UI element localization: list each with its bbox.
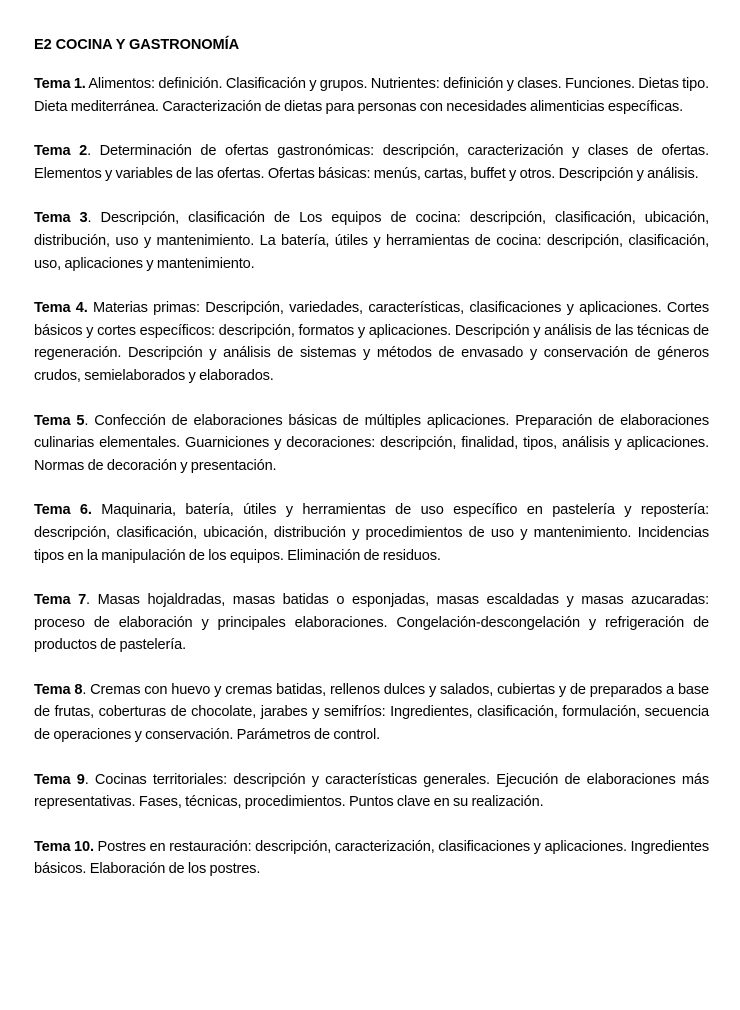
tema-6-label: Tema 6. [34, 502, 92, 519]
tema-4-label: Tema 4. [34, 300, 88, 317]
document-title: E2 COCINA Y GASTRONOMÍA [34, 37, 240, 53]
tema-6 [34, 499, 709, 567]
tema-2-label: Tema 2 [34, 143, 88, 160]
tema-1 [34, 73, 709, 118]
document-page [34, 34, 709, 903]
tema-10-label: Tema 10. [34, 838, 94, 855]
tema-7 [34, 589, 709, 657]
tema-8-label: Tema 8 [34, 681, 83, 698]
tema-9-label: Tema 9 [34, 771, 85, 788]
tema-5-text: . Confección de elaboraciones básicas de múltiples aplicaciones. Preparación de elaboraciones culinarias elementales. Guarniciones y decoraciones: descripción, finalidad, tipos, análisis y aplicaciones. Normas de decoración y presentación. [34, 412, 709, 474]
tema-4 [34, 297, 709, 387]
tema-2-text: . Determinación de ofertas gastronómicas: descripción, caracterización y clases de ofertas. Elementos y variables de las ofertas. Ofertas básicas: menús, cartas, buffet y otros. Descripción y análisis. [34, 143, 709, 182]
tema-7-label: Tema 7 [34, 592, 87, 609]
tema-3-label: Tema 3 [34, 210, 88, 227]
tema-10-text: Postres en restauración: descripción, caracterización, clasificaciones y aplicaciones. Ingredientes básicos. Elaboración de los postres. [34, 838, 710, 878]
tema-5 [34, 410, 709, 478]
tema-7-text: . Masas hojaldradas, masas batidas o esponjadas, masas escaldadas y masas azucaradas: proceso de elaboración y principales elaboraciones. Congelación-descongelación y refrigeración de productos de pastelería. [34, 592, 709, 654]
tema-8 [34, 679, 709, 747]
tema-3-text: . Descripción, clasificación de Los equipos de cocina: descripción, clasificación, ubicación, distribución, uso y mantenimiento. La batería, útiles y herramientas de cocina: descripción, clasificación, uso, aplicaciones y mantenimiento. [34, 210, 709, 272]
tema-10 [34, 836, 709, 881]
tema-3 [34, 207, 709, 275]
tema-1-label: Tema 1. [34, 76, 86, 92]
tema-9 [34, 769, 709, 814]
tema-2 [34, 140, 709, 185]
tema-5-label: Tema 5 [34, 412, 85, 429]
tema-1-text: Alimentos: definición. Clasificación y grupos. Nutrientes: definición y clases. Funciones. Dietas tipo. Dieta mediterránea. Caracterización de dietas para personas con necesidades alimenticias específicas. [34, 76, 709, 115]
tema-8-text: . Cremas con huevo y cremas batidas, rellenos dulces y salados, cubiertas y de preparados a base de frutas, coberturas de chocolate, jarabes y semifríos: Ingredientes, clasificación, formulación, secuencia de operaciones y conservación. Parámetros de control. [34, 681, 709, 744]
tema-6-text: Maquinaria, batería, útiles y herramientas de uso específico en pastelería y repostería: descripción, clasificación, ubicación, distribución y procedimientos de uso y mantenimiento. Incidencias tipos en la manipulación de los equipos. Eliminación de residuos. [34, 502, 709, 564]
tema-4-text: Materias primas: Descripción, variedades, características, clasificaciones y aplicaciones. Cortes básicos y cortes específicos: descripción, formatos y aplicaciones. Descripción y análisis de las técnicas de regeneración. Descripción y análisis de sistemas y métodos de envasado y conservación de géneros crudos, semielaborados y elaborados. [34, 300, 709, 384]
tema-9-text: . Cocinas territoriales: descripción y características generales. Ejecución de elaboraciones más representativas. Fases, técnicas, procedimientos. Puntos clave en su realización. [34, 771, 710, 811]
